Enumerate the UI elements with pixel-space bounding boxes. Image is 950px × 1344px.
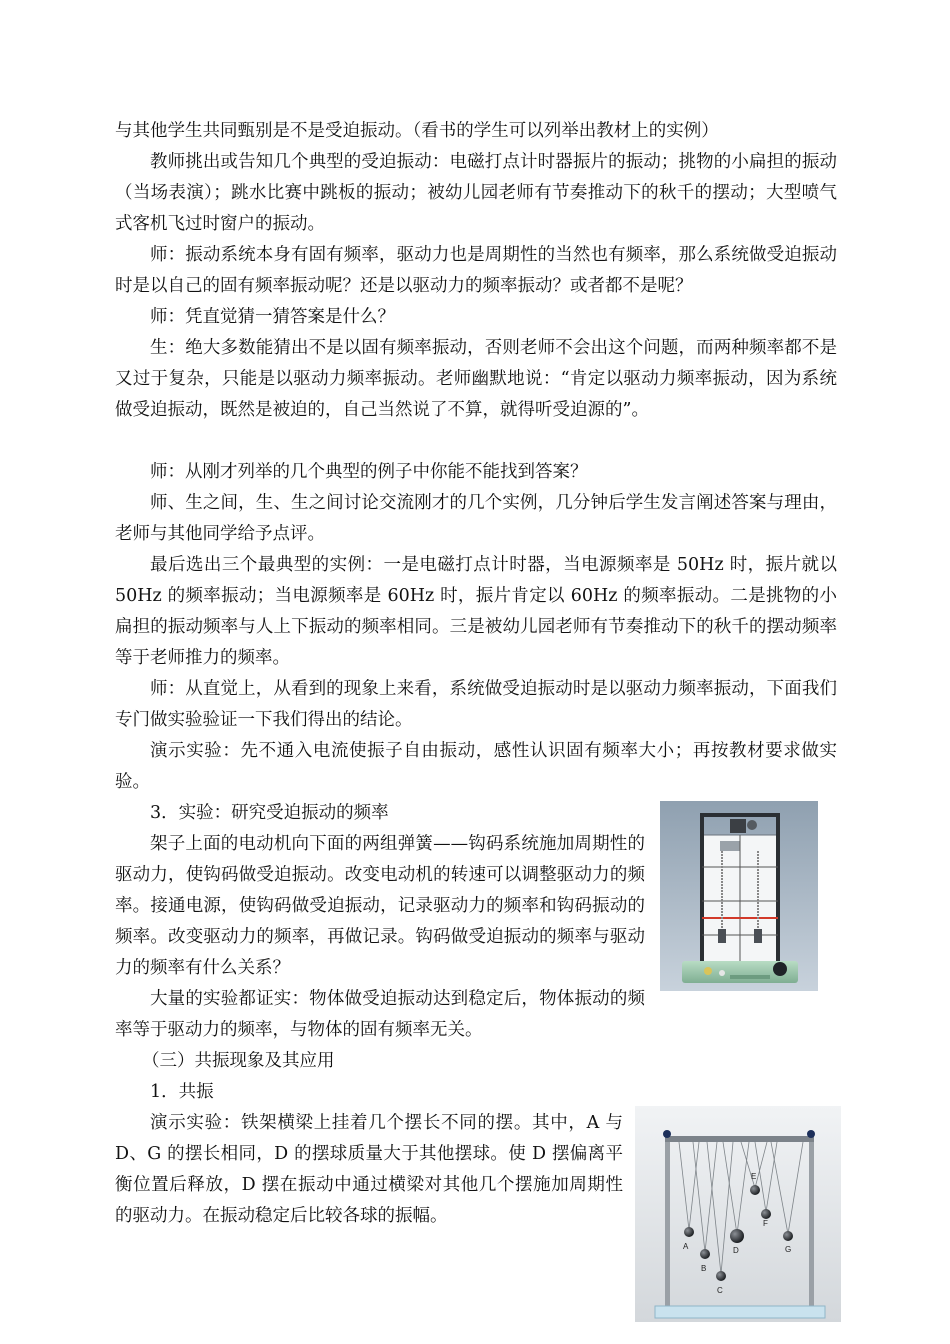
paragraph-2: 教师挑出或告知几个典型的受迫振动：电磁打点计时器振片的振动；挑物的小扁担的振动（当场表演）；跳水比赛中跳板的振动；被幼儿园老师有节奏推动下的秋千的摆动；大型喷气式客机飞过时窗户的振动。: [115, 152, 837, 234]
paragraph-5: 生：绝大多数能猜出不是以固有频率振动，否则老师不会出这个问题，而两种频率都不是又过于复杂，只能是以驱动力频率振动。老师幽默地说：“肯定以驱动力频率振动，因为系统做受迫振动，既然是被迫的，自己当然说了不算，就得听受迫源的”。: [115, 338, 837, 420]
pendulum-label-g: G: [785, 1245, 792, 1254]
pendulum-label-c: C: [717, 1286, 723, 1295]
paragraph-6: 师：从刚才列举的几个典型的例子中你能不能找到答案？: [150, 462, 588, 482]
section-heading-experiment: 3．实验：研究受迫振动的频率: [150, 803, 389, 823]
paragraph-13: 演示实验：铁架横梁上挂着几个摆长不同的摆。其中，A 与 D、G 的摆长相同，D 的摆球质量大于其他摆球。使 D 摆偏离平衡位置后释放，D 摆在振动中通过横梁对其他几个摆施加周期性的驱动力。在振动稳定后比较各球的振幅。: [115, 1113, 623, 1226]
paragraph-3: 师：振动系统本身有固有频率，驱动力也是周期性的当然也有频率，那么系统做受迫振动时是以自己的固有频率振动呢？还是以驱动力的频率振动？或者都不是呢？: [115, 245, 837, 296]
paragraph-4: 师：凭直觉猜一猜答案是什么？: [150, 307, 395, 327]
pendulum-label-a: A: [683, 1242, 689, 1251]
paragraph-9: 师：从直觉上，从看到的现象上来看，系统做受迫振动时是以驱动力频率振动，下面我们专门做实验验证一下我们得出的结论。: [115, 679, 837, 730]
pendulum-label-f: F: [763, 1219, 768, 1228]
pendulum-label-e: E: [751, 1172, 757, 1181]
paragraph-7: 师、生之间，生、生之间讨论交流刚才的几个实例，几分钟后学生发言阐述答案与理由，老师与其他同学给予点评。: [115, 493, 837, 544]
paragraph-11: 架子上面的电动机向下面的两组弹簧——钩码系统施加周期性的驱动力，使钩码做受迫振动。改变电动机的转速可以调整驱动力的频率。接通电源，使钩码做受迫振动，记录驱动力的频率和钩码振动的频率。改变驱动力的频率，再做记录。钩码做受迫振动的频率与驱动力的频率有什么关系？: [115, 834, 645, 978]
subheading-resonance: 1．共振: [150, 1082, 214, 1102]
pendulum-label-b: B: [701, 1264, 707, 1273]
section-heading-resonance: （三）共振现象及其应用: [142, 1051, 335, 1071]
paragraph-10: 演示实验：先不通入电流使振子自由振动，感性认识固有频率大小；再按教材要求做实验。: [115, 741, 837, 792]
paragraph-1: 与其他学生共同甄别是不是受迫振动。（看书的学生可以列举出教材上的实例）: [115, 121, 719, 141]
pendulum-label-d: D: [733, 1246, 739, 1255]
paragraph-8: 最后选出三个最典型的实例：一是电磁打点计时器，当电源频率是 50Hz 时，振片就以 50Hz 的频率振动；当电源频率是 60Hz 时，振片肯定以 60Hz 的频率振动。二是挑物的小扁担的振动频率与人上下振动的频率相同。三是被幼儿园老师有节奏推动下的秋千的摆动频率等于老师推力的频率。: [115, 555, 837, 668]
forced-vibration-apparatus-photo: [660, 801, 818, 991]
paragraph-12: 大量的实验都证实：物体做受迫振动达到稳定后，物体振动的频率等于驱动力的频率，与物体的固有频率无关。: [115, 989, 645, 1040]
resonance-pendulum-photo: [635, 1106, 841, 1322]
